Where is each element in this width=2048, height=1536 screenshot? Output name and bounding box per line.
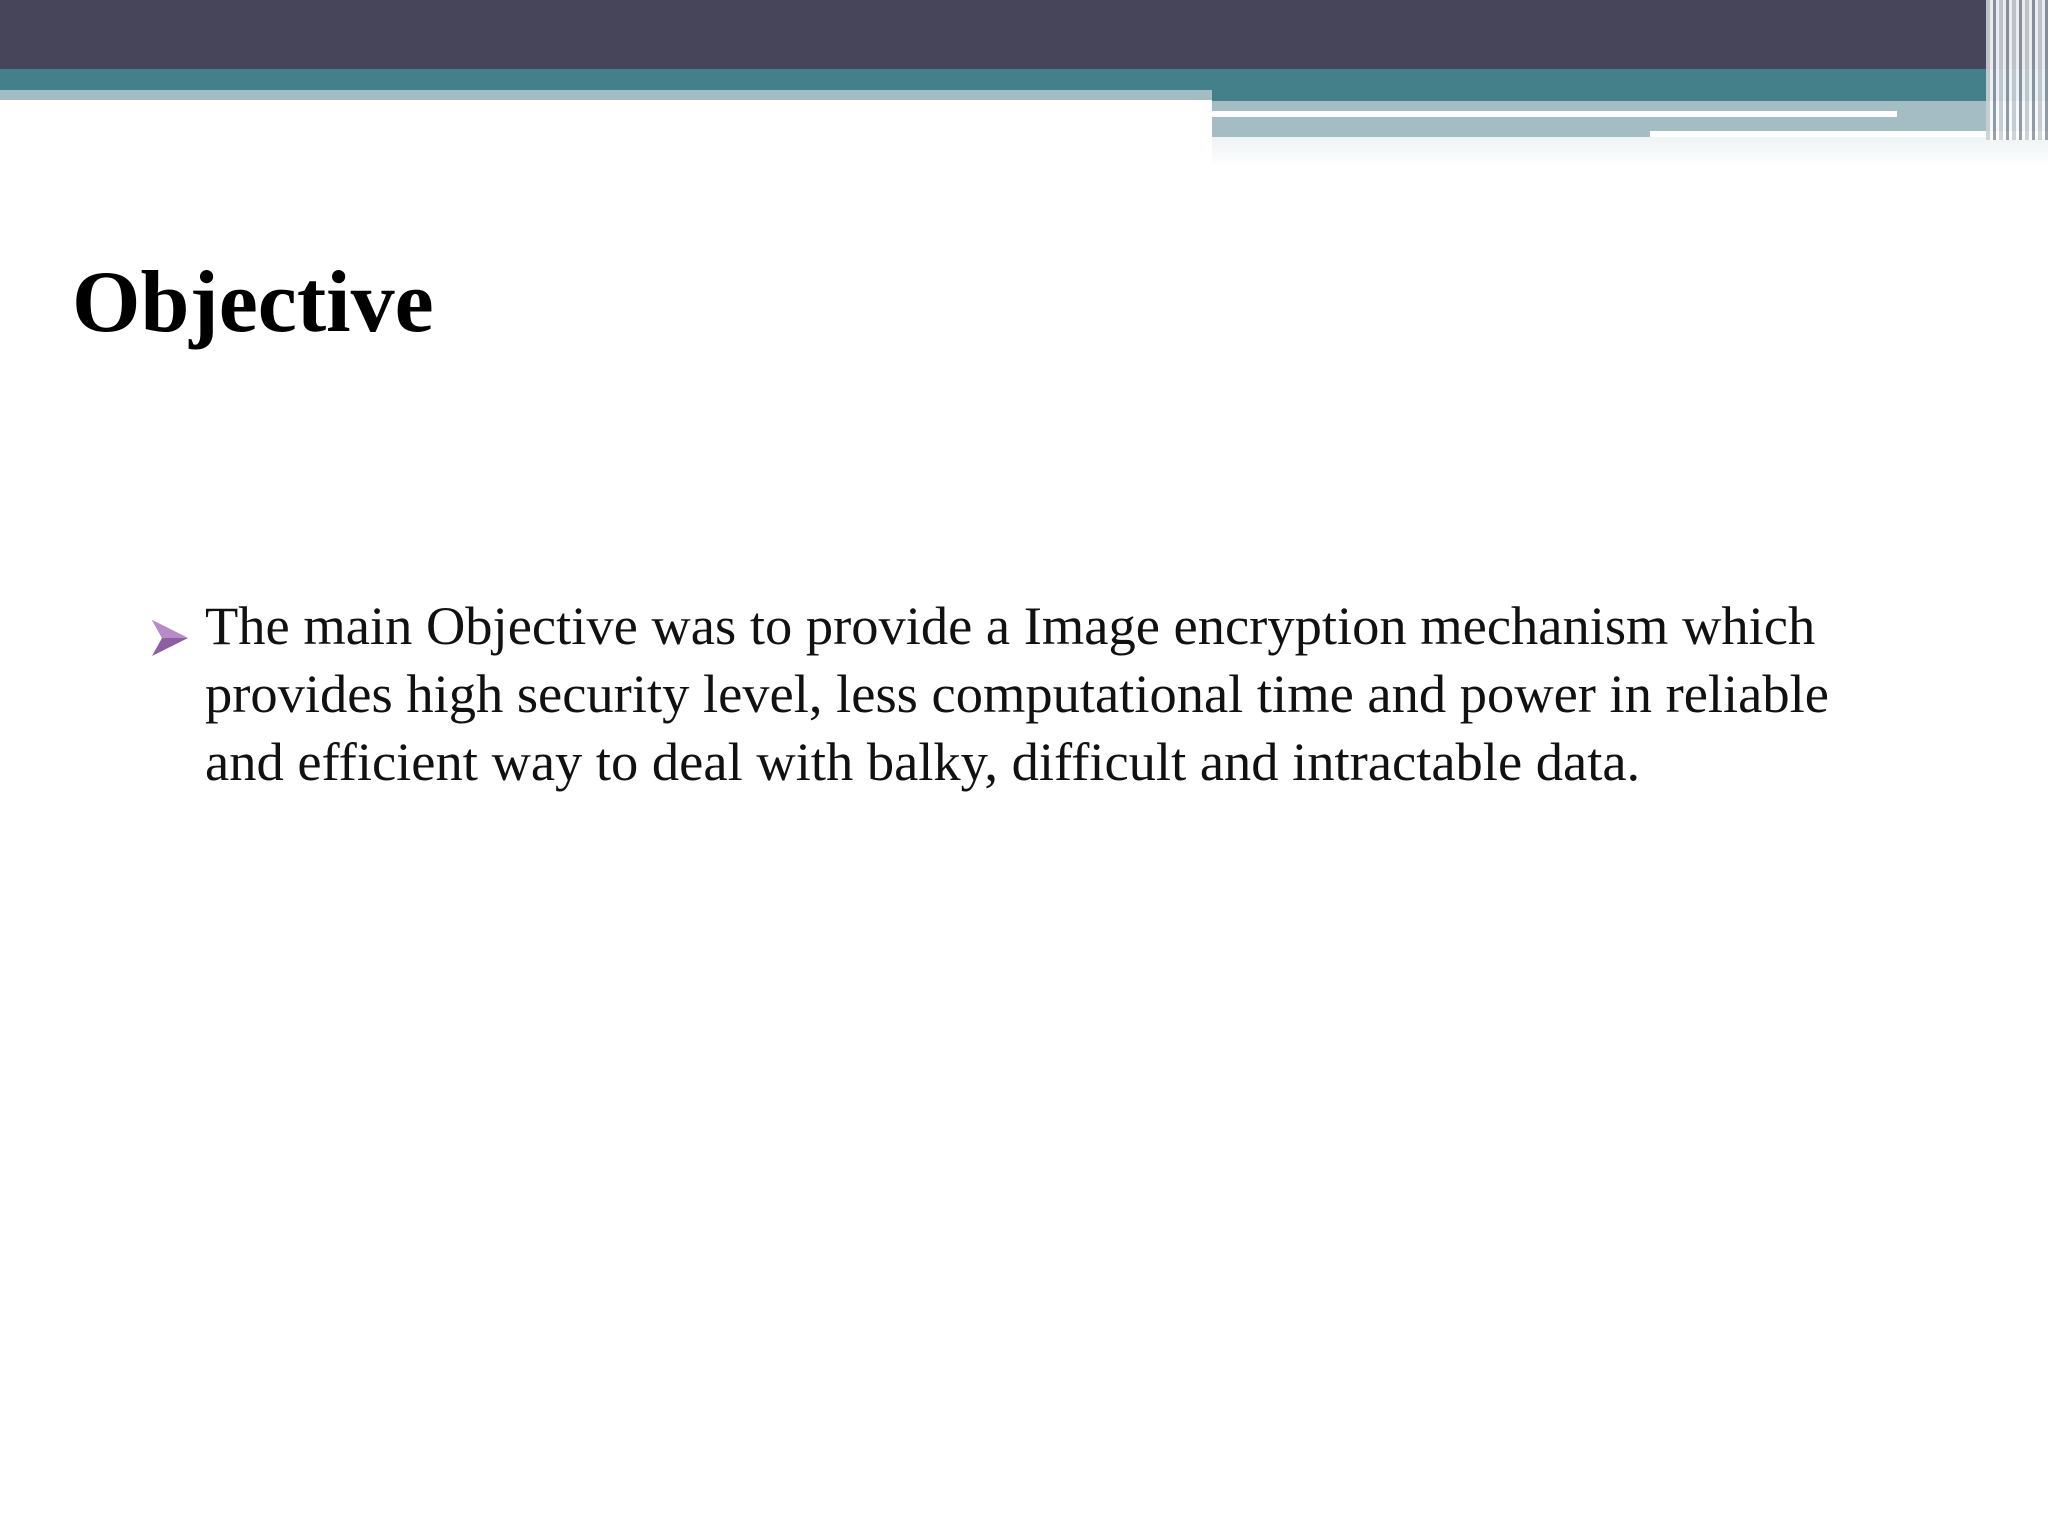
header-white-line <box>1212 111 1897 117</box>
header-vertical-stripes <box>1986 0 2048 140</box>
arrowhead-bullet-icon <box>150 606 190 646</box>
header-band-dark <box>0 0 2048 69</box>
bullet-item <box>150 592 1910 796</box>
header-band-teal <box>0 69 2048 90</box>
bullet-list <box>150 592 1910 796</box>
bullet-text: The main Objective was to provide a Image encryption mechanism which provides high security level, less computational time and power in reliable and efficient way to deal with balky, difficult and intractable data. <box>205 595 1829 792</box>
header-band-light-left <box>0 90 1212 100</box>
header-band-teal-right <box>1212 90 2048 101</box>
slide-title: Objective <box>72 254 434 351</box>
header-fade <box>1212 137 2048 167</box>
